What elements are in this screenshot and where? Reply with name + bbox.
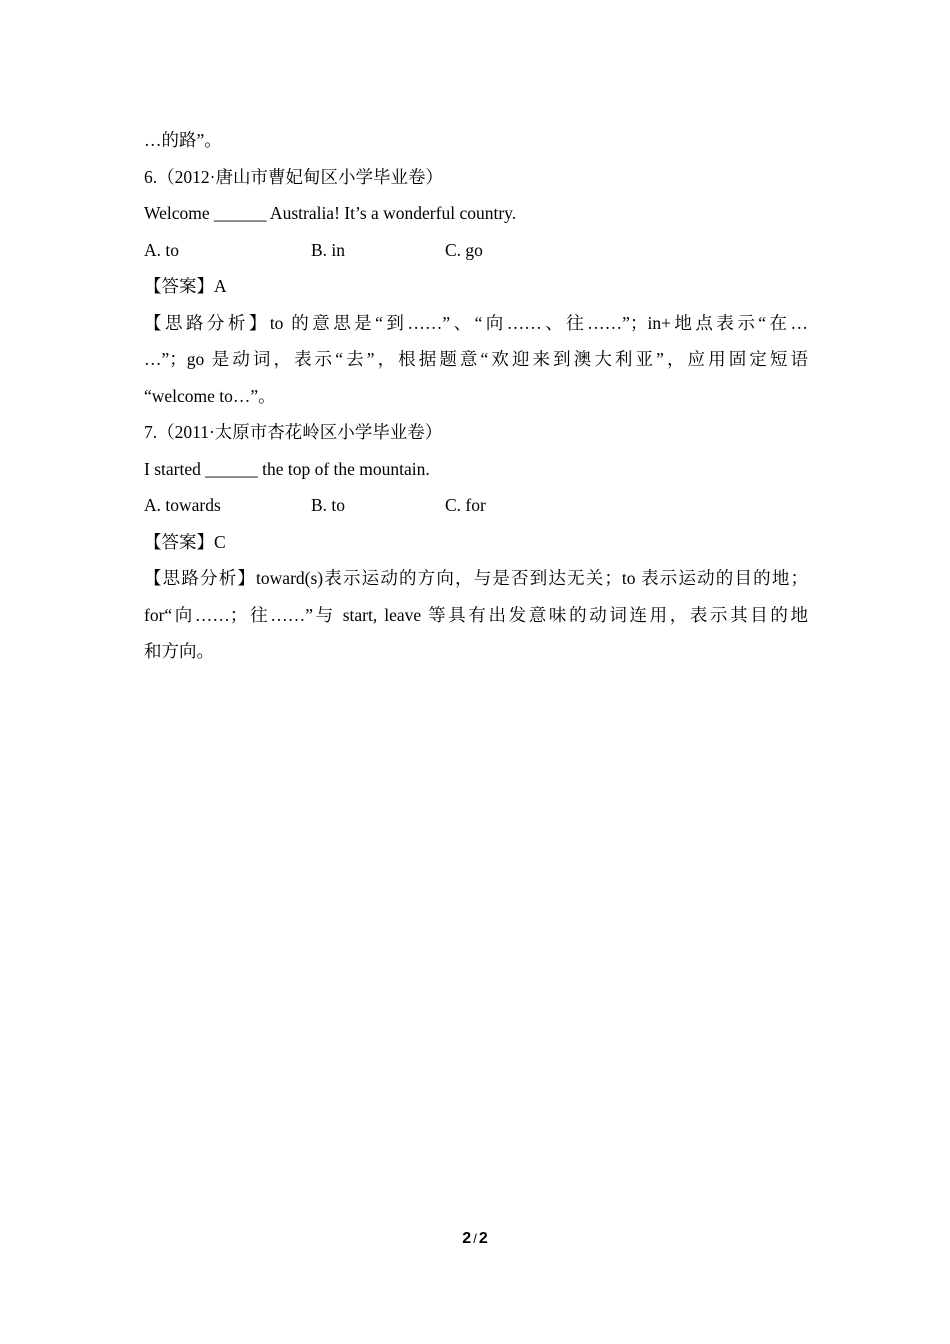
question-7-answer: 【答案】C: [144, 531, 226, 552]
document-body: [144, 122, 808, 670]
question-7-header: 7.（2011·太原市杏花岭区小学毕业卷）: [144, 422, 443, 442]
question-7-option-b: B. to: [311, 495, 346, 515]
question-7-option-a: A. towards: [144, 495, 221, 515]
question-6-analysis: [144, 305, 808, 415]
question-6-option-a: A. to: [144, 239, 179, 260]
question-7-option-c: C. for: [445, 495, 486, 515]
question-6-answer: 【答案】A: [144, 276, 227, 296]
question-6-analysis-line-2: …”；go 是动词，表示“去”，根据题意“欢迎来到澳大利亚”，应用固定短语: [144, 349, 808, 369]
question-6-text: Welcome ______ Australia! It’s a wonderful country.: [144, 203, 517, 223]
page-number: [0, 1228, 950, 1250]
question-7-analysis-line-2: for“向……；往……”与 start, leave 等具有出发意味的动词连用，表示其目的地: [144, 604, 808, 625]
question-6-analysis-line-3: “welcome to…”。: [144, 385, 276, 406]
question-6-option-c: C. go: [445, 239, 483, 260]
question-6-options: [144, 232, 808, 269]
question-7-options: [144, 487, 808, 524]
question-7-analysis: [144, 560, 808, 670]
current-page-number: 2: [462, 1230, 472, 1247]
question-7-analysis-line-3: 和方向。: [144, 641, 214, 661]
question-7-text: I started ______ the top of the mountain.: [144, 458, 430, 479]
total-pages-number: 2: [478, 1230, 488, 1247]
continued-text-line: …的路”。: [144, 130, 222, 150]
question-6-analysis-line-1: 【思路分析】to 的意思是“到……”、“向……、往……”；in+地点表示“在…: [144, 312, 808, 333]
question-6-option-b: B. in: [311, 239, 346, 260]
page-number-separator: /: [473, 1231, 477, 1246]
question-6-header: 6.（2012·唐山市曹妃甸区小学毕业卷）: [144, 166, 443, 187]
question-7-analysis-line-1: 【思路分析】toward(s)表示运动的方向，与是否到达无关；to 表示运动的目的地；: [144, 568, 808, 588]
